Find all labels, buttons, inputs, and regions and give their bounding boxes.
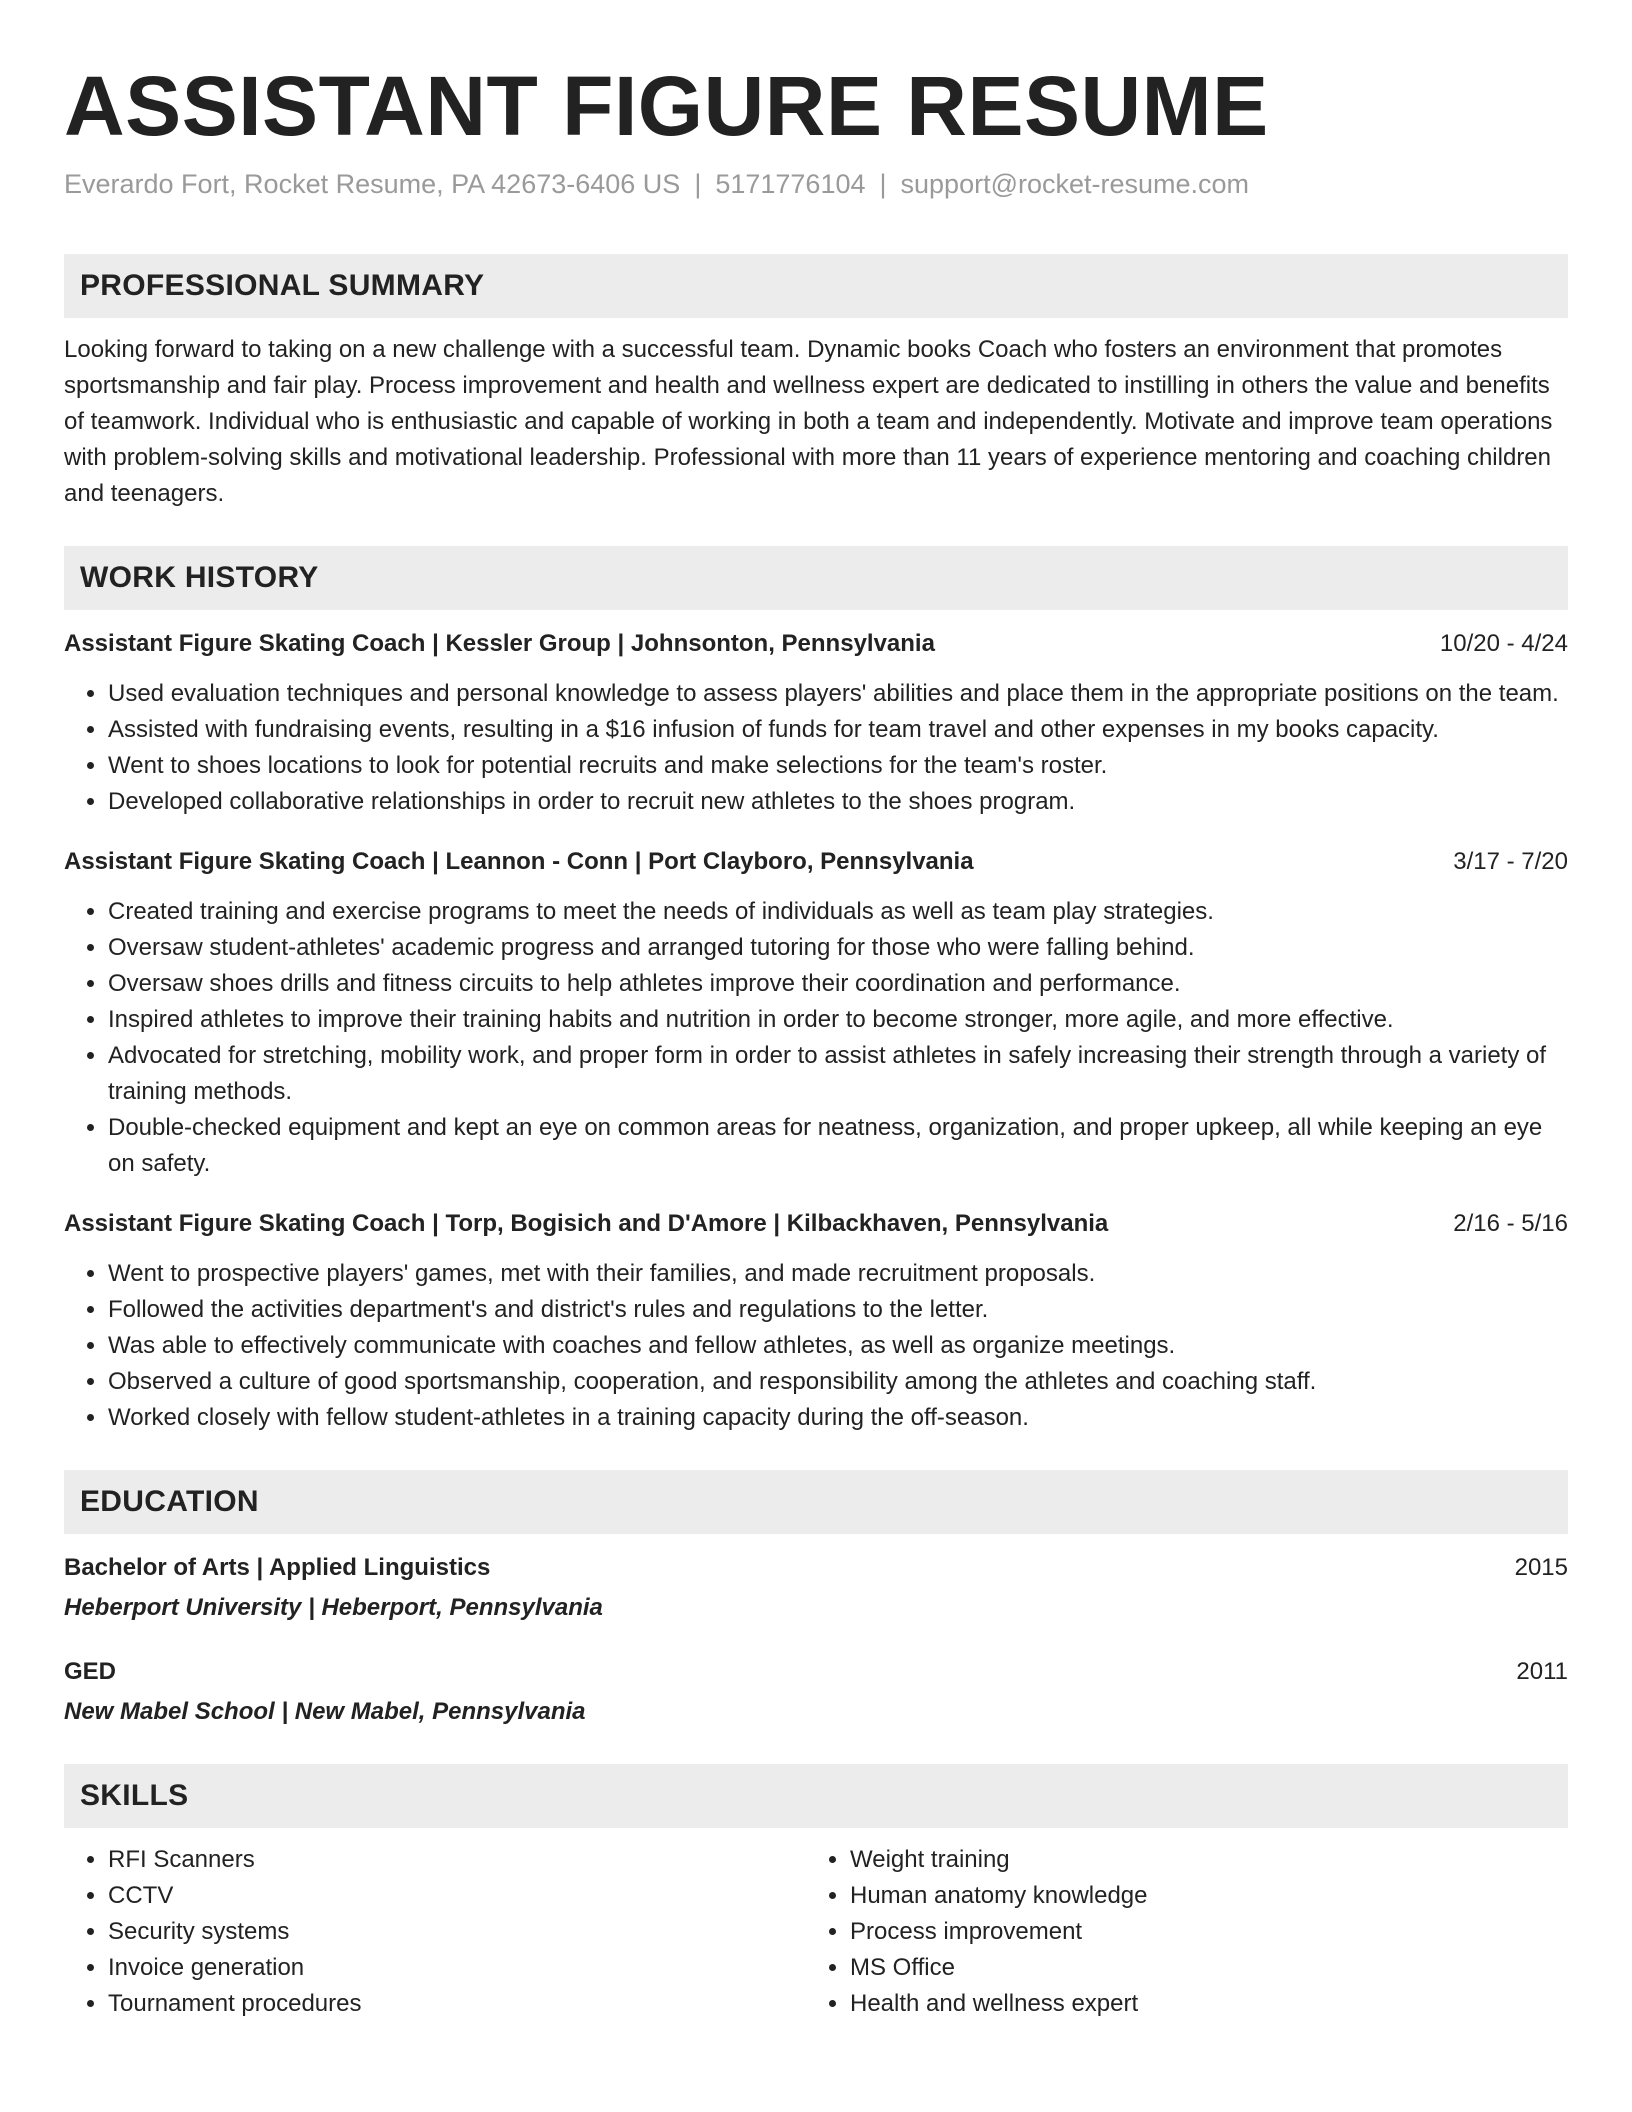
job-bullet: • Assisted with fundraising events, resulting in a $16 infusion of funds for team travel and other expenses in my books capacity. — [108, 712, 1568, 748]
skill-item: • Process improvement — [850, 1914, 1548, 1950]
skill-item: • CCTV — [108, 1878, 806, 1914]
job-bullet: • Created training and exercise programs to meet the needs of individuals as well as team play strategies. — [108, 894, 1568, 930]
education-header — [64, 1550, 1568, 1586]
contact-email: support@rocket-resume.com — [900, 169, 1250, 199]
skill-item: • Tournament procedures — [108, 1986, 806, 2022]
skills-heading: SKILLS — [64, 1764, 1568, 1828]
skill-item: • Weight training — [850, 1842, 1548, 1878]
job-entry — [64, 626, 1568, 820]
job-dates: 10/20 - 4/24 — [1439, 630, 1568, 657]
skill-item: • MS Office — [850, 1950, 1548, 1986]
skill-item: • Invoice generation — [108, 1950, 806, 1986]
job-bullet: • Oversaw student-athletes' academic progress and arranged tutoring for those who were falling behind. — [108, 930, 1568, 966]
summary-text: Looking forward to taking on a new challenge with a successful team. Dynamic books Coach who fosters an environment that promotes sportsmanship and fair play. Process improvement and health and wellness expert are dedicated to instilling in others the value and benefits of teamwork. Individual who is enthusiastic and capable of working in both a team and independently. Motivate and improve team operations with problem-solving skills and motivational leadership. Professional with more than 11 years of experience mentoring and coaching children and teenagers. — [64, 336, 1553, 507]
skill-item: • Health and wellness expert — [850, 1986, 1548, 2022]
contact-phone: 5171776104 — [715, 169, 866, 199]
contact-line — [64, 166, 1568, 202]
job-bullet: • Worked closely with fellow student-athletes in a training capacity during the off-season. — [108, 1400, 1568, 1436]
job-bullet: • Went to shoes locations to look for potential recruits and make selections for the team's roster. — [108, 748, 1568, 784]
job-bullet: • Inspired athletes to improve their training habits and nutrition in order to become stronger, more agile, and more effective. — [108, 1002, 1568, 1038]
work-history-heading: WORK HISTORY — [64, 546, 1568, 610]
contact-separator: | — [694, 169, 702, 199]
skill-item: • Human anatomy knowledge — [850, 1878, 1548, 1914]
education-entry — [64, 1654, 1568, 1730]
job-bullet: • Followed the activities department's and district's rules and regulations to the letter. — [108, 1292, 1568, 1328]
job-title: Assistant Figure Skating Coach | Kessler Group | Johnsonton, Pennsylvania — [64, 630, 935, 657]
education-school: New Mabel School | New Mabel, Pennsylvania — [64, 1698, 586, 1725]
job-header — [64, 1206, 1568, 1242]
skills-list-right — [806, 1842, 1548, 2022]
job-title: Assistant Figure Skating Coach | Torp, Bogisich and D'Amore | Kilbackhaven, Pennsylvania — [64, 1210, 1109, 1237]
job-bullet: • Observed a culture of good sportsmanship, cooperation, and responsibility among the athletes and coaching staff. — [108, 1364, 1568, 1400]
contact-address: Everardo Fort, Rocket Resume, PA 42673-6406 US — [64, 169, 681, 199]
job-header — [64, 626, 1568, 662]
job-title: Assistant Figure Skating Coach | Leannon - Conn | Port Clayboro, Pennsylvania — [64, 848, 974, 875]
education-entry — [64, 1550, 1568, 1626]
education-degree: GED — [64, 1658, 117, 1685]
job-bullets — [64, 676, 1568, 820]
skill-item: • Security systems — [108, 1914, 806, 1950]
job-bullets — [64, 894, 1568, 1182]
resume-page — [64, 0, 1568, 2022]
education-year: 2015 — [1514, 1554, 1568, 1581]
education-year: 2011 — [1516, 1658, 1568, 1685]
job-bullet: • Went to prospective players' games, met with their families, and made recruitment proposals. — [108, 1256, 1568, 1292]
job-dates: 3/17 - 7/20 — [1453, 848, 1568, 875]
job-bullet: • Was able to effectively communicate with coaches and fellow athletes, as well as organize meetings. — [108, 1328, 1568, 1364]
job-bullet: • Oversaw shoes drills and fitness circuits to help athletes improve their coordination and performance. — [108, 966, 1568, 1002]
job-header — [64, 844, 1568, 880]
education-school: Heberport University | Heberport, Pennsylvania — [64, 1594, 603, 1621]
education-degree: Bachelor of Arts | Applied Linguistics — [64, 1554, 491, 1581]
resume-title: ASSISTANT FIGURE RESUME — [64, 59, 1269, 153]
job-dates: 2/16 - 5/16 — [1453, 1210, 1568, 1237]
job-bullet: • Developed collaborative relationships in order to recruit new athletes to the shoes program. — [108, 784, 1568, 820]
job-entry — [64, 1206, 1568, 1436]
job-entry — [64, 844, 1568, 1182]
job-bullet: • Double-checked equipment and kept an eye on common areas for neatness, organization, and proper upkeep, all while keeping an eye on safety. — [108, 1110, 1568, 1182]
contact-separator: | — [879, 169, 887, 199]
job-bullet: • Advocated for stretching, mobility work, and proper form in order to assist athletes in safely increasing their strength through a variety of training methods. — [108, 1038, 1568, 1110]
skill-item: • RFI Scanners — [108, 1842, 806, 1878]
summary-heading: PROFESSIONAL SUMMARY — [64, 254, 1568, 318]
skills-list-left — [64, 1842, 806, 2022]
education-header — [64, 1654, 1568, 1690]
job-bullets — [64, 1256, 1568, 1436]
skills-columns — [64, 1842, 1568, 2022]
job-bullet: • Used evaluation techniques and personal knowledge to assess players' abilities and place them in the appropriate positions on the team. — [108, 676, 1568, 712]
education-heading: EDUCATION — [64, 1470, 1568, 1534]
